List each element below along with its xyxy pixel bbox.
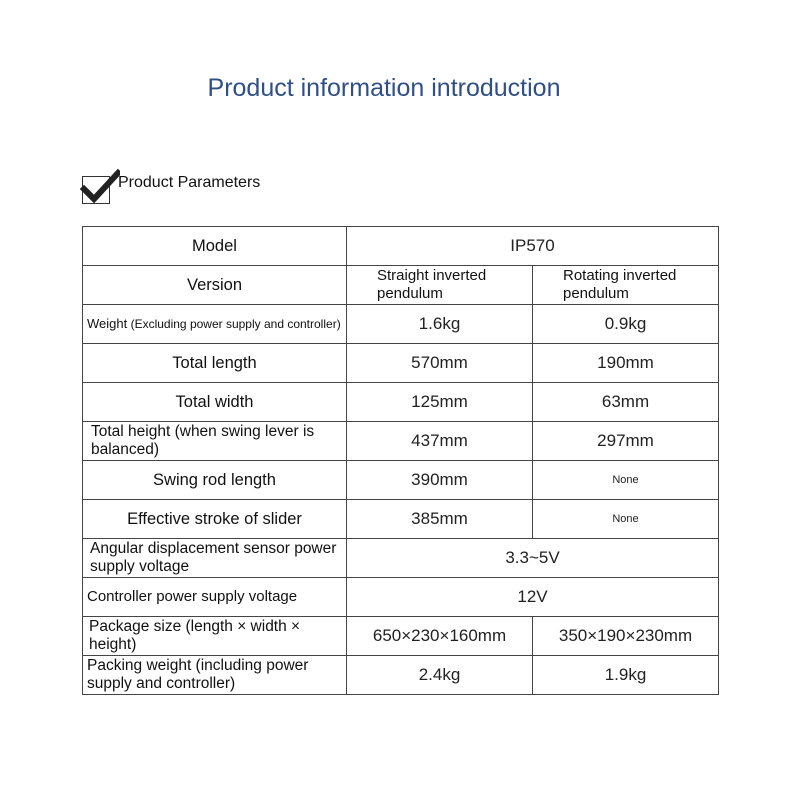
row-label: Angular displacement sensor power supply voltage xyxy=(83,539,347,578)
value-b: 190mm xyxy=(533,344,719,383)
row-label: Total height (when swing lever is balanced) xyxy=(83,422,347,461)
value-a: 390mm xyxy=(347,461,533,500)
table-row xyxy=(83,383,719,422)
value-b: 1.9kg xyxy=(533,656,719,695)
table-row xyxy=(83,539,719,578)
table-row xyxy=(83,227,719,266)
page-title: Product information introduction xyxy=(207,74,561,102)
row-label: Effective stroke of slider xyxy=(83,500,347,539)
table-row xyxy=(83,266,719,305)
row-label: Packing weight (including power supply and controller) xyxy=(83,656,347,695)
value-a: 570mm xyxy=(347,344,533,383)
value-b: 63mm xyxy=(533,383,719,422)
value-b: None xyxy=(533,500,719,539)
row-label: Swing rod length xyxy=(83,461,347,500)
section-header xyxy=(82,166,260,206)
table-row xyxy=(83,578,719,617)
row-label: Weight (Excluding power supply and controller) xyxy=(83,305,347,344)
table-row xyxy=(83,422,719,461)
value-a: 650×230×160mm xyxy=(347,617,533,656)
section-label: Product Parameters xyxy=(118,174,261,191)
table-row xyxy=(83,344,719,383)
value-b: 350×190×230mm xyxy=(533,617,719,656)
spec-table xyxy=(82,226,719,695)
row-label: Controller power supply voltage xyxy=(83,578,347,617)
value-a: 437mm xyxy=(347,422,533,461)
value-a: 2.4kg xyxy=(347,656,533,695)
value-b: 0.9kg xyxy=(533,305,719,344)
value-a: 125mm xyxy=(347,383,533,422)
model-value: IP570 xyxy=(347,227,719,266)
version-a: Straight inverted pendulum xyxy=(347,266,533,305)
value-a: 385mm xyxy=(347,500,533,539)
checkbox-icon xyxy=(82,176,110,204)
row-label: Total length xyxy=(83,344,347,383)
value-a: 1.6kg xyxy=(347,305,533,344)
table-row xyxy=(83,500,719,539)
table-row xyxy=(83,656,719,695)
table-row xyxy=(83,305,719,344)
row-label: Total width xyxy=(83,383,347,422)
value-both: 12V xyxy=(347,578,719,617)
model-label: Model xyxy=(83,227,347,266)
table-row xyxy=(83,617,719,656)
value-b: None xyxy=(533,461,719,500)
table-row xyxy=(83,461,719,500)
value-both: 3.3~5V xyxy=(347,539,719,578)
version-label: Version xyxy=(83,266,347,305)
value-b: 297mm xyxy=(533,422,719,461)
version-b: Rotating inverted pendulum xyxy=(533,266,719,305)
row-label: Package size (length × width × height) xyxy=(83,617,347,656)
